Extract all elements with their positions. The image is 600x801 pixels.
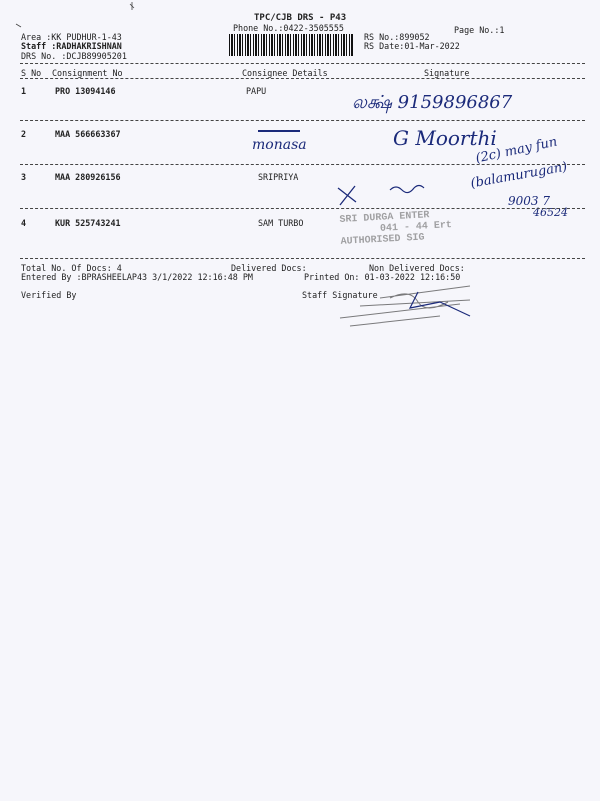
stray-mark (130, 2, 134, 10)
col-consignment: Consignment No (52, 68, 123, 78)
printed-on: Printed On: 01-03-2022 12:16:50 (304, 272, 461, 282)
delivered-docs: Delivered Docs: (231, 263, 307, 273)
row-consignment: MAA 566663367 (55, 129, 121, 139)
scribble-mark (390, 186, 424, 193)
row-consignee: PAPU (246, 86, 267, 96)
row-sno: 4 (21, 218, 27, 228)
row-consignee: SAM TURBO (258, 218, 304, 228)
col-signature: Signature (424, 68, 470, 78)
total-docs: Total No. Of Docs: 4 (21, 263, 122, 273)
signature-row1: லக்ஷ் 9159896867 (352, 92, 513, 113)
stamp-line: SRI DURGA ENTER (339, 210, 430, 226)
row-consignment: PRO 13094146 (55, 86, 116, 96)
entered-by: Entered By :BPRASHEELAP43 3/1/2022 12:16:48 PM (21, 272, 253, 282)
non-delivered-docs: Non Delivered Docs: (369, 263, 465, 273)
row-sno: 3 (21, 172, 27, 182)
staff-signature-label: Staff Signature (302, 290, 378, 300)
phone-number: Phone No.:0422-3505555 (233, 23, 344, 33)
rs-number: RS No.:899052 (364, 32, 430, 42)
row-sno: 1 (21, 86, 27, 96)
row-sno: 2 (21, 129, 27, 139)
col-sno: S No (21, 68, 42, 78)
verified-by: Verified By (21, 290, 77, 300)
row-consignee: SRIPRIYA (258, 172, 299, 182)
note-handwritten: (2c) may fun (474, 134, 559, 167)
note-handwritten: G Moorthi (393, 126, 497, 150)
x-mark (338, 186, 356, 205)
note-handwritten: 9003 7 (508, 194, 550, 208)
note-handwritten: (balamurugan) (469, 159, 569, 192)
consignee-handwritten: monasa (252, 137, 307, 153)
document-title: TPC/CJB DRS - P43 (254, 13, 347, 23)
col-consignee: Consignee Details (242, 68, 328, 78)
area-label: Area :KK PUDHUR-1-43 (21, 32, 122, 42)
rs-date: RS Date:01-Mar-2022 (364, 41, 460, 51)
stray-mark (16, 24, 21, 27)
staff-signature-scribble (340, 286, 470, 326)
page-number: Page No.:1 (454, 25, 505, 35)
stamp-line: AUTHORISED SIG (340, 232, 425, 248)
staff-label: Staff :RADHAKRISHNAN (21, 41, 122, 51)
row-consignment: MAA 280926156 (55, 172, 121, 182)
note-handwritten: 46524 (533, 206, 568, 219)
stamp-line: 041 - 44 Ert (379, 220, 453, 235)
row-consignment: KUR 525743241 (55, 218, 121, 228)
drs-number: DRS No. :DCJB89905201 (21, 51, 127, 61)
